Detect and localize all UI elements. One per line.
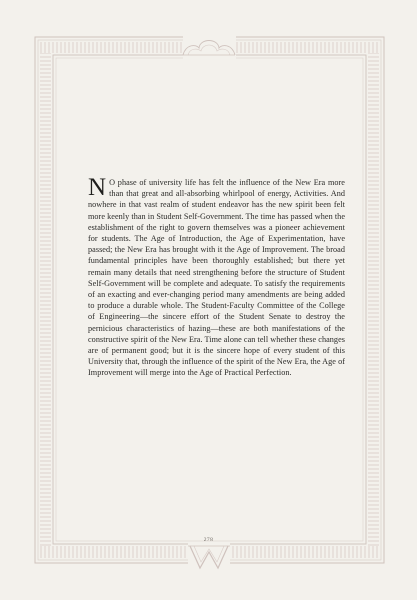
article-body bbox=[88, 174, 345, 379]
first-word-rest: O bbox=[109, 178, 116, 187]
bottom-monogram bbox=[188, 543, 230, 571]
drop-cap: N bbox=[88, 174, 107, 201]
top-ornament bbox=[183, 33, 236, 59]
article-text: phase of university life has felt the influence of the New Era more than that great and all-absorbing whirlpool of energy, Activities. And nowhere in that vast realm of student endeavor has the new spirit been felt more keenly than in Student Self-Government. The time has passed when the establishment of the right to govern themselves was a pioneer achievement for students. The Age of Introduction, the Age of Experimentation, have passed; the New Era has brought with it the Age of Improvement. The broad fundamental principles have been thoroughly established; but there yet remain many details that need strengthening before the structure of Student Self-Government will be complete and adequate. To satisfy the requirements of an exacting and ever-changing period many amendments are being added to produce a durable whole. The Student-Faculty Committee of the College of Engineering—the sincere effort of the Student Senate to destroy the pernicious characteristics of hazing—these are both manifestations of the constructive spirit of the New Era. Time alone can tell whether these changes are of permanent good; but it is the sincere hope of every student of this University that, through the influence of the spirit of the New Era, the Age of Improvement will merge into the Age of Practical Perfection. bbox=[88, 178, 345, 378]
page-number: 278 bbox=[203, 537, 214, 543]
